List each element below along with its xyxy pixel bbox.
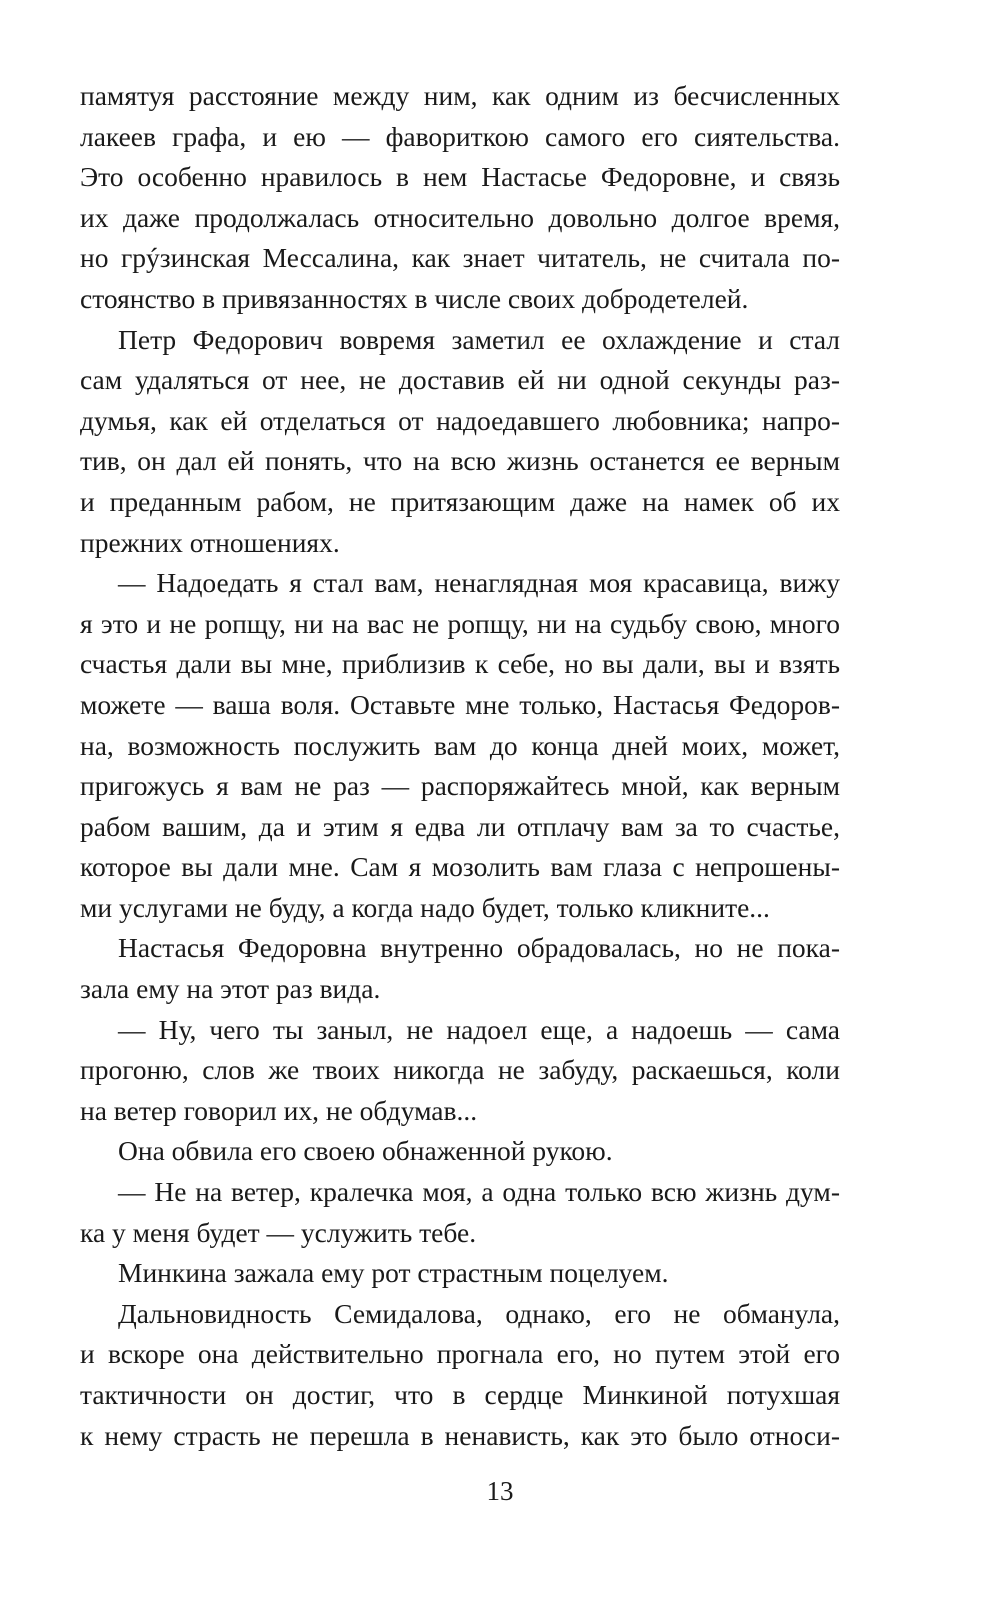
text-line: Минкина зажала ему рот страстным поцелуем.: [118, 1257, 669, 1289]
text-line: к нему страсть не перешла в ненависть, как это было относи-: [80, 1419, 840, 1451]
text-line: которое вы дали мне. Сам я мозолить вам глаза с непрошены-: [80, 851, 840, 883]
text-line: сам удаляться от нее, не доставив ей ни одной секунды раз-: [80, 364, 840, 396]
text-line: на, возможность послужить вам до конца дней моих, может,: [80, 729, 840, 761]
text-line: но грýзинская Мессалина, как знает читатель, не считала по-: [80, 242, 840, 274]
text-line: и вскоре она действительно прогнала его, но путем этой его: [80, 1338, 840, 1370]
page-number: 13: [486, 1476, 514, 1506]
text-line: Настасья Федоровна внутренно обрадовалась, но не пока-: [118, 932, 840, 964]
text-line: рабом вашим, да и этим я едва ли отплачу вам за то счастье,: [80, 810, 840, 842]
text-line: лакеев графа, и ею — фавориткою самого его сиятельства.: [80, 120, 840, 152]
text-line: прогоню, слов же твоих никогда не забуду, раскаешься, коли: [80, 1054, 840, 1086]
text-line: пригожусь я вам не раз — распоряжайтесь мной, как верным: [80, 770, 840, 802]
text-line: — Ну, чего ты заныл, не надоел еще, а надоешь — сама: [118, 1013, 840, 1045]
text-line: прежних отношениях.: [80, 526, 340, 558]
text-line: Петр Федорович вовремя заметил ее охлаждение и стал: [118, 323, 840, 355]
text-line: тив, он дал ей понять, что на всю жизнь останется ее верным: [80, 445, 840, 477]
text-line: зала ему на этот раз вида.: [80, 973, 381, 1005]
text-line: Дальновидность Семидалова, однако, его не обманула,: [118, 1297, 840, 1329]
text-line: Она обвила его своею обнаженной рукою.: [118, 1135, 613, 1167]
text-line: их даже продолжалась относительно довольно долгое время,: [80, 201, 840, 233]
text-line: тактичности он достиг, что в сердце Минкиной потухшая: [80, 1379, 840, 1410]
text-line: — Надоедать я стал вам, ненаглядная моя красавица, вижу: [118, 567, 840, 599]
text-line: думья, как ей отделаться от надоедавшего любовника; напро-: [80, 404, 840, 436]
text-line: Это особенно нравилось в нем Настасье Федоровне, и связь: [80, 161, 840, 193]
text-line: и преданным рабом, не притязающим даже на намек об их: [80, 485, 840, 517]
text-line: памятуя расстояние между ним, как одним из бесчисленных: [80, 80, 840, 111]
text-line: я это и не ропщу, ни на вас не ропщу, ни на судьбу свою, много: [80, 607, 840, 639]
text-line: счастья дали вы мне, приблизив к себе, но вы дали, вы и взять: [80, 648, 840, 680]
body-text: [80, 76, 840, 1456]
text-line: ми услугами не буду, а когда надо будет, только кликните...: [80, 891, 770, 923]
text-line: на ветер говорил их, не обдумав...: [80, 1094, 478, 1126]
text-line: ка у меня будет — услужить тебе.: [80, 1216, 477, 1248]
text-line: стоянство в привязанностях в числе своих добродетелей.: [80, 282, 749, 314]
text-line: — Не на ветер, кралечка моя, а одна только всю жизнь дум-: [118, 1176, 840, 1208]
text-line: можете — ваша воля. Оставьте мне только, Настасья Федоров-: [80, 688, 840, 720]
